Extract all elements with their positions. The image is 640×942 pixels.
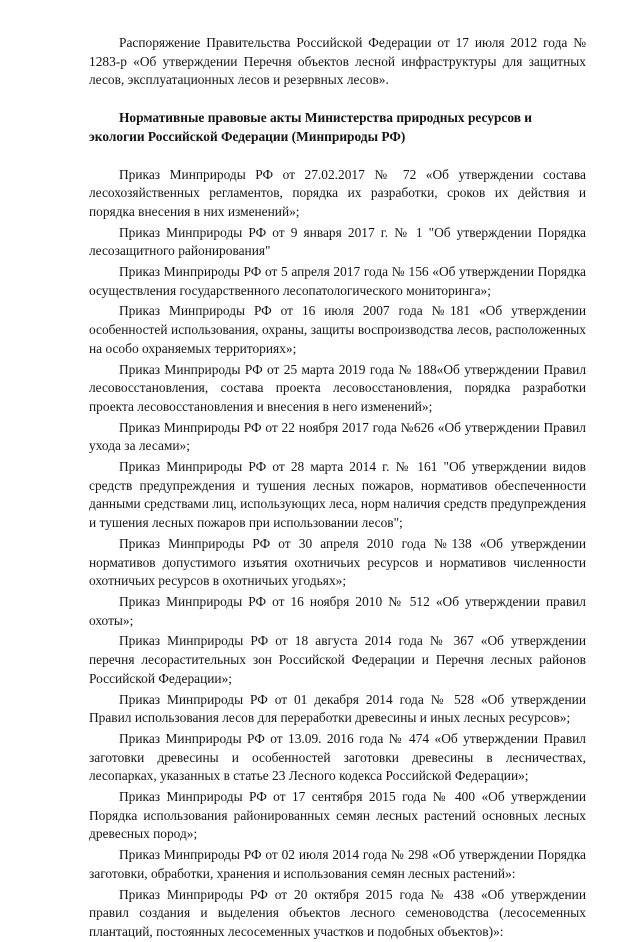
- order-item: Приказ Минприроды РФ от 13.09. 2016 года № 474 «Об утверждении Правил заготовки древесины и особенностей заготовки древесины в лесничествах, лесопарках, указанных в статье 23 Лесного кодекса Российской Федерации»;: [89, 730, 586, 784]
- order-item: Приказ Минприроды РФ от 16 ноября 2010 № 512 «Об утверждении правил охоты»;: [89, 593, 586, 628]
- section-heading: Нормативные правовые акты Министерства природных ресурсов и экологии Российской Федерации (Минприроды РФ): [89, 110, 533, 144]
- order-item: Приказ Минприроды РФ от 20 октября 2015 года № 438 «Об утверждении правил создания и выделения объектов лесного семеноводства (лесосеменных плантаций, постоянных лесосеменных участков и подобных объектов)»:: [89, 886, 586, 939]
- order-item: Приказ Минприроды РФ от 28 марта 2014 г. № 161 "Об утверждении видов средств предупреждения и тушения лесных пожаров, нормативов обеспеченности данными средствами лиц, использующих леса, норм наличия средств предупреждения и тушения лесных пожаров при использовании лесов";: [89, 459, 586, 531]
- order-item: Приказ Минприроды РФ от 18 августа 2014 года № 367 «Об утверждении перечня лесорастительных зон Российской Федерации и Перечня лесных районов Российской Федерации»;: [89, 633, 586, 686]
- order-item: Приказ Минприроды РФ от 9 января 2017 г. № 1 "Об утверждении Порядка лесозащитного районирования": [89, 224, 586, 259]
- order-item: Приказ Минприроды РФ от 30 апреля 2010 года №138 «Об утверждении нормативов допустимого изъятия охотничьих ресурсов и нормативов численности охотничьих ресурсов в охотничьих угодьях»;: [89, 535, 586, 589]
- order-item: Приказ Минприроды РФ от 02 июля 2014 года № 298 «Об утверждении Порядка заготовки, обработки, хранения и использования семян лесных растений»:: [89, 847, 586, 881]
- order-item: Приказ Минприроды РФ от 5 апреля 2017 года № 156 «Об утверждении Порядка осуществления государственного лесопатологического мониторинга»;: [89, 264, 586, 298]
- order-item: Приказ Минприроды РФ от 01 декабря 2014 года № 528 «Об утверждении Правил использования лесов для переработки древесины и иных лесных ресурсов»;: [89, 691, 586, 726]
- document-body: [89, 34, 586, 942]
- order-item: Приказ Минприроды РФ от 27.02.2017 № 72 «Об утверждении состава лесохозяйственных регламентов, порядка их разработки, сроков их действия и порядка внесения в них изменений»;: [89, 166, 586, 219]
- intro-paragraph: Распоряжение Правительства Российской Федерации от 17 июля 2012 года № 1283-р «Об утверждении Перечня объектов лесной инфраструктуры для защитных лесов, эксплуатационных лесов и резервных лесов».: [89, 35, 586, 88]
- order-item: Приказ Минприроды РФ от 25 марта 2019 года № 188«Об утверждении Правил лесовосстановления, состава проекта лесовосстановления, порядка разработки проекта лесовосстановления и внесения в него изменений»;: [89, 361, 586, 414]
- order-item: Приказ Минприроды РФ от 17 сентября 2015 года № 400 «Об утверждении Порядка использования районированных семян лесных растений основных лесных древесных пород»;: [89, 789, 586, 842]
- order-item: Приказ Минприроды РФ от 16 июля 2007 года №181 «Об утверждении особенностей использования, охраны, защиты воспроизводства лесов, расположенных на особо охраняемых территориях»;: [89, 303, 586, 356]
- order-item: Приказ Минприроды РФ от 22 ноября 2017 года №626 «Об утверждении Правил ухода за лесами»;: [89, 419, 586, 454]
